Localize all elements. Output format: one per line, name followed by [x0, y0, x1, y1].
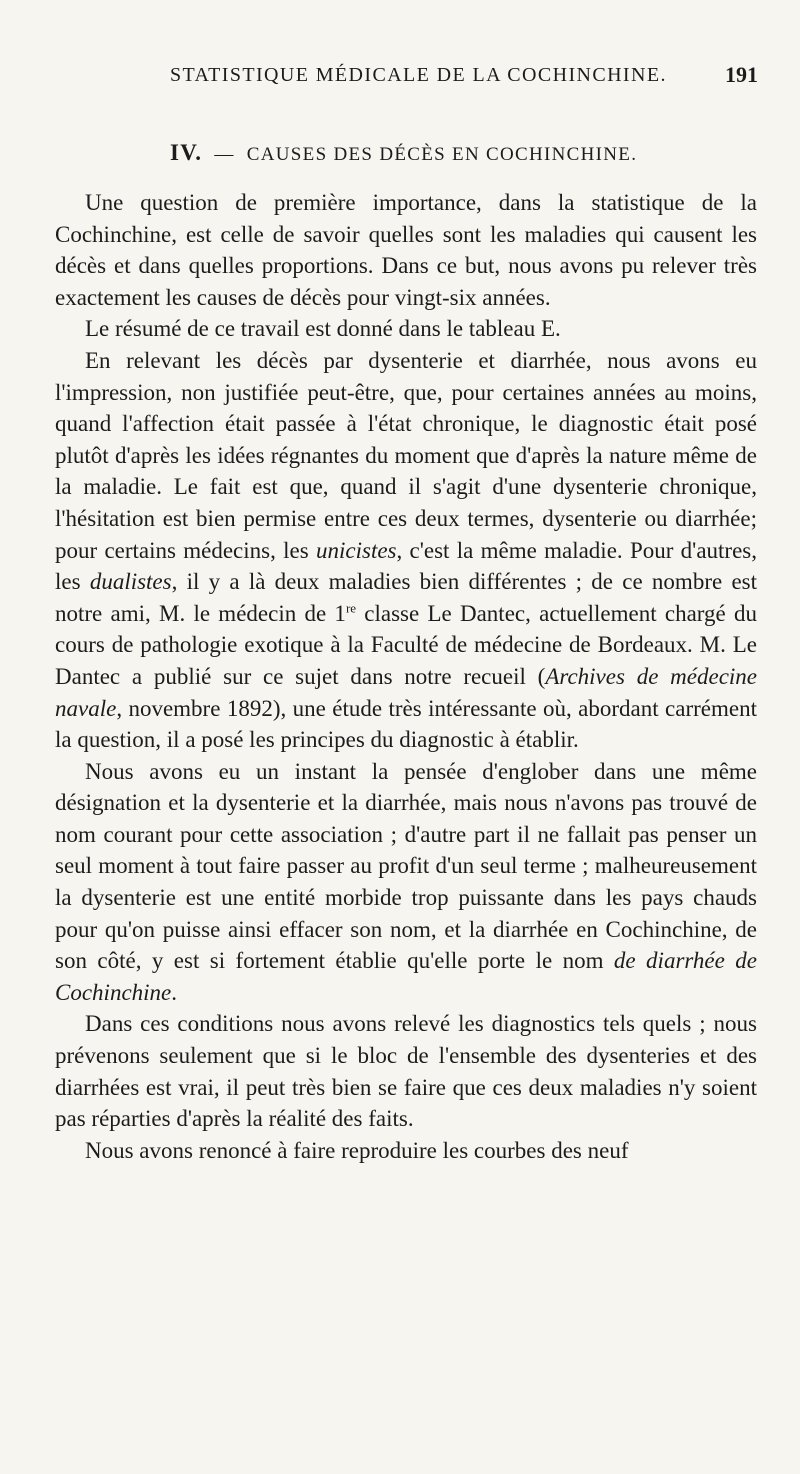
disease-name: de diarrhée de Cochinchine [55, 948, 757, 1005]
paragraph-3 [55, 345, 757, 756]
paragraph-1: Une question de première importance, dans la statistique de la Cochinchine, est celle de savoir quelles sont les maladies qui causent les décès et dans quelles proportions. Dans ce but, nous avons pu relever très exactement les causes de décès pour vingt-six années. [55, 190, 757, 310]
paragraph-4-text-b: . [171, 979, 177, 1005]
running-head [0, 64, 800, 96]
body-text [55, 187, 757, 1166]
paragraph-6: Nous avons renoncé à faire reproduire les courbes des neuf [85, 1137, 629, 1163]
ordinal-superscript: re [345, 600, 357, 616]
term-dualistes: dualistes [89, 569, 172, 595]
paragraph-5: Dans ces conditions nous avons relevé les diagnostics tels quels ; nous prévenons seulement que si le bloc de l'ensemble des dysenteries et des diarrhées est vrai, il peut très bien se faire que ces deux maladies n'y soient pas réparties d'après la réalité des faits. [55, 1011, 757, 1132]
page-number: 191 [725, 62, 758, 87]
section-numeral: IV. [170, 140, 203, 165]
term-unicistes: unicistes [316, 537, 397, 563]
section-dash: — [214, 144, 235, 165]
journal-title: Archives de médecine navale [55, 663, 757, 721]
section-title: CAUSES DES DÉCÈS EN COCHINCHINE. [246, 144, 638, 165]
paragraph-3-text-e: , novembre 1892), une étude très intéressante où, abordant carrément la question, il a posé les principes du diagnostic à établir. [55, 695, 757, 753]
section-heading [170, 140, 637, 166]
paragraph-3-text-c: , il y a là deux maladies bien différentes ; de ce nombre est notre ami, M. le médecin de 1 [55, 569, 757, 626]
paragraph-4-text-a: Nous avons eu un instant la pensée d'englober dans une même désignation et la dysenterie et la diarrhée, mais nous n'avons pas trouvé de nom courant pour cette association ; d'autre part il ne fallait pas penser un seul moment à tout faire passer au profit d'un seul terme ; malheureusement la dysenterie est une entité morbide trop puissante dans les pays chauds pour qu'on puisse ainsi effacer son nom, et la diarrhée en Cochinchine, de son côté, y est si fortement établie qu'elle porte le nom [55, 758, 757, 974]
running-title: STATISTIQUE MÉDICALE DE LA COCHINCHINE. [170, 64, 667, 86]
paragraph-3-text-d: classe Le Dantec, actuellement chargé du cours de pathologie exotique à la Faculté de médecine de Bordeaux. M. Le Dantec a publié sur ce sujet dans notre recueil ( [55, 600, 757, 689]
paragraph-4 [55, 756, 757, 1009]
paragraph-3-text-a: En relevant les décès par dysenterie et diarrhée, nous avons eu l'impression, non justifiée peut-être, que, pour certaines années au moins, quand l'affection était passée à l'état chronique, le diagnostic était posé plutôt d'après les idées régnantes du moment que d'après la nature même de la maladie. Le fait est que, quand il s'agit d'une dysenterie chronique, l'hésitation est bien permise entre ces deux termes, dysenterie ou diarrhée; pour certains médecins, les [55, 347, 757, 563]
paragraph-2: Le résumé de ce travail est donné dans le tableau E. [85, 316, 561, 342]
paragraph-3-text-b: , c'est la même maladie. Pour d'autres, les [55, 537, 757, 595]
